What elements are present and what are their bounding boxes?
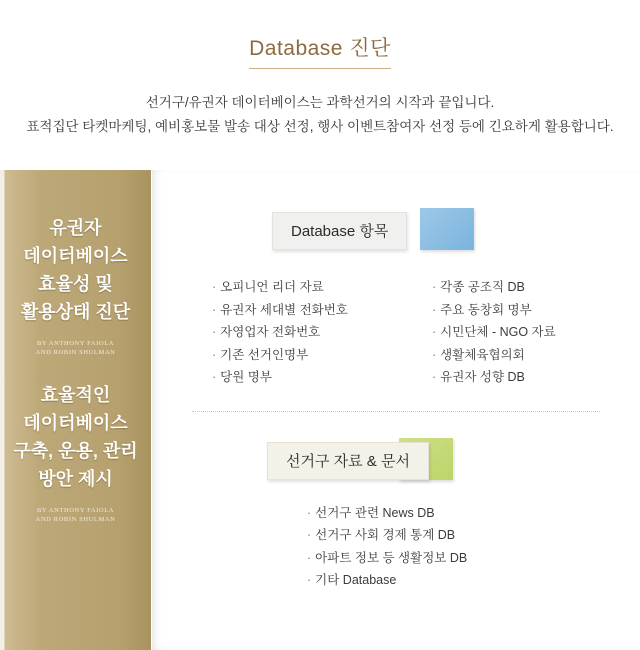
section2-heading: 선거구 자료 & 문서 xyxy=(267,442,429,480)
page-subtitle xyxy=(0,91,640,138)
left-panel-content xyxy=(0,215,151,525)
list-item-label: 오피니언 리더 자료 xyxy=(220,280,324,294)
list-item xyxy=(212,299,397,322)
list-item xyxy=(212,276,397,299)
bullet-icon: · xyxy=(432,302,437,317)
page-title: Database 진단 xyxy=(249,32,391,69)
left-credit1-line1: BY ANTHONY FAIOLA xyxy=(36,339,115,347)
section1-left-column xyxy=(212,276,397,389)
list-item-label: 당원 명부 xyxy=(220,370,272,384)
section2-list xyxy=(152,502,640,592)
list-item xyxy=(432,344,617,367)
bullet-icon: · xyxy=(212,302,217,317)
left-credit1 xyxy=(0,339,151,359)
bullet-icon: · xyxy=(212,370,217,384)
left-block2-line4: 방안 제시 xyxy=(38,468,113,489)
bullet-icon: · xyxy=(307,528,312,542)
list-item xyxy=(432,299,617,322)
list-item-label: 기존 선거인명부 xyxy=(220,347,309,362)
list-item-label: 아파트 정보 등 생활정보 DB xyxy=(315,550,468,565)
bullet-icon: · xyxy=(307,573,312,587)
list-item-label: 선거구 관련 News DB xyxy=(315,505,435,520)
section2-heading-group xyxy=(267,442,429,480)
section-divider xyxy=(192,411,600,412)
list-item-label: 기타 Database xyxy=(315,573,397,587)
content-area xyxy=(0,170,640,650)
bullet-icon: · xyxy=(432,280,437,294)
left-block1-line4: 활용상태 진단 xyxy=(20,301,131,322)
left-block1-line1: 유권자 xyxy=(49,218,102,238)
sticky-note-icon-blue xyxy=(420,208,474,250)
bullet-icon: · xyxy=(432,325,437,339)
left-block1-line3: 효율성 및 xyxy=(38,273,113,294)
left-highlight-panel xyxy=(0,170,152,650)
left-block2-line3: 구축, 운용, 관리 xyxy=(13,440,138,461)
left-credit2-line2: AND ROBIN SHULMAN xyxy=(35,516,116,524)
subtitle-line-1: 선거구/유권자 데이터베이스는 과학선거의 시작과 끝입니다. xyxy=(145,95,495,110)
list-item-label: 각종 공조직 DB xyxy=(440,280,525,294)
list-item-label: 선거구 사회 경제 통계 DB xyxy=(315,528,456,542)
left-panel-spacer xyxy=(0,358,151,382)
bullet-icon: · xyxy=(432,347,437,362)
bullet-icon: · xyxy=(212,325,217,339)
list-item xyxy=(432,366,617,389)
right-content-panel xyxy=(152,170,640,650)
list-item xyxy=(307,502,640,525)
left-block1-line2: 데이터베이스 xyxy=(23,245,128,266)
section-district-documents xyxy=(152,442,640,592)
bullet-icon: · xyxy=(212,280,217,294)
section1-right-column xyxy=(432,276,617,389)
list-item-label: 주요 동창회 명부 xyxy=(440,302,532,317)
list-item-label: 유권자 세대별 전화번호 xyxy=(220,302,348,317)
left-credit1-line2: AND ROBIN SHULMAN xyxy=(35,349,116,357)
list-item-label: 생활체육협의회 xyxy=(440,347,525,362)
list-item xyxy=(307,524,640,547)
page-header xyxy=(0,0,640,138)
subtitle-line-2: 표적집단 타켓마케팅, 예비홍보물 발송 대상 선정, 행사 이벤트참여자 선정 등에 긴요하게 활용합니다. xyxy=(26,118,614,134)
left-credit2 xyxy=(0,506,151,526)
list-item xyxy=(212,366,397,389)
list-item xyxy=(432,276,617,299)
list-item xyxy=(307,569,640,592)
list-item xyxy=(432,321,617,344)
list-item xyxy=(212,321,397,344)
bullet-icon: · xyxy=(432,370,437,384)
list-item-label: 자영업자 전화번호 xyxy=(220,325,321,339)
section1-heading-group xyxy=(272,212,407,250)
section-database-items xyxy=(152,170,640,389)
bullet-icon: · xyxy=(212,347,217,362)
list-item-label: 시민단체 - NGO 자료 xyxy=(440,325,556,339)
left-credit2-line1: BY ANTHONY FAIOLA xyxy=(36,506,115,514)
list-item-label: 유권자 성향 DB xyxy=(440,370,525,384)
section1-heading: Database 항목 xyxy=(272,212,407,250)
left-block2-line1: 효율적인 xyxy=(40,385,111,406)
section1-lists xyxy=(152,276,640,389)
bullet-icon: · xyxy=(307,505,312,520)
left-block2-line2: 데이터베이스 xyxy=(23,412,128,433)
list-item xyxy=(307,547,640,570)
bullet-icon: · xyxy=(307,550,312,565)
list-item xyxy=(212,344,397,367)
